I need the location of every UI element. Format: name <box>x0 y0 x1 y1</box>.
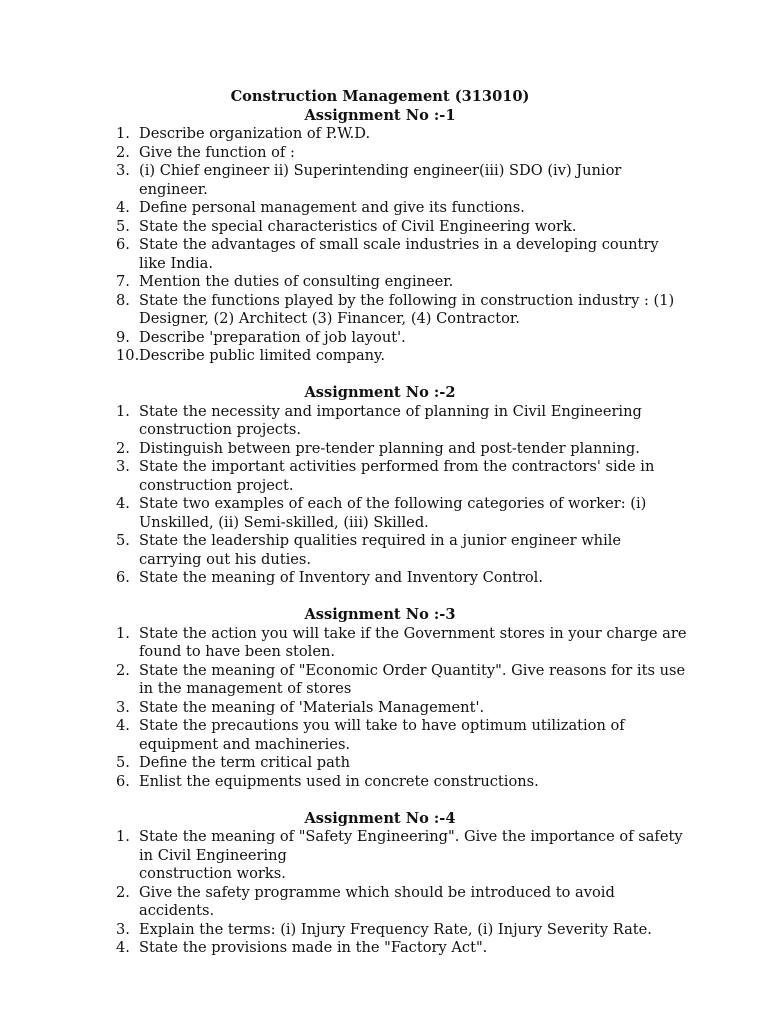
question-list <box>116 828 688 958</box>
question-list <box>116 125 688 366</box>
question-number: 5. <box>116 532 130 549</box>
question-item <box>116 125 688 144</box>
question-text: State the meaning of "Safety Engineering". Give the importance of safety in Civil Engineering construction works. <box>139 828 683 882</box>
question-text: State the action you will take if the Government stores in your charge are found to have been stolen. <box>139 624 687 660</box>
question-item <box>116 884 688 921</box>
question-text: Give the function of : <box>139 143 295 161</box>
question-number: 5. <box>116 217 130 235</box>
question-number: 6. <box>116 569 130 586</box>
question-text: State the precautions you will take to have optimum utilization of equipment and machineries. <box>139 717 625 753</box>
question-item <box>116 921 688 940</box>
question-item <box>116 403 688 440</box>
question-item <box>116 273 688 292</box>
question-text: Mention the duties of consulting engineer. <box>139 273 454 290</box>
question-number: 2. <box>116 883 130 901</box>
question-number: 1. <box>116 624 130 642</box>
question-list <box>116 625 688 792</box>
question-item <box>116 292 688 329</box>
question-number: 2. <box>116 661 130 679</box>
document-title: Construction Management (313010) <box>230 88 530 105</box>
question-text: Enlist the equipments used in concrete constructions. <box>139 772 539 790</box>
question-text: State the advantages of small scale industries in a developing country like India. <box>139 236 659 272</box>
question-text: Explain the terms: (i) Injury Frequency Rate, (i) Injury Severity Rate. <box>139 920 652 938</box>
question-text: Describe 'preparation of job layout'. <box>139 328 406 346</box>
question-item <box>116 458 688 495</box>
question-number: 7. <box>116 273 130 290</box>
question-item <box>116 939 688 958</box>
question-number: 4. <box>116 495 130 512</box>
question-item <box>116 199 688 218</box>
question-number: 5. <box>116 754 130 771</box>
question-list <box>116 403 688 588</box>
question-text: Distinguish between pre-tender planning and post-tender planning. <box>139 439 640 457</box>
question-text: State the provisions made in the "Factory Act". <box>139 939 488 956</box>
question-item <box>116 625 688 662</box>
question-item <box>116 532 688 569</box>
question-text: Define personal management and give its functions. <box>139 199 525 216</box>
question-item <box>116 495 688 532</box>
question-item <box>116 569 688 588</box>
question-number: 3. <box>116 458 130 475</box>
question-number: 6. <box>116 772 130 790</box>
assignment-section <box>116 107 688 366</box>
question-number: 10. <box>116 347 140 364</box>
question-text: Describe organization of P.W.D. <box>139 125 371 142</box>
question-number: 6. <box>116 236 130 253</box>
assignment-heading: Assignment No :-1 <box>304 106 456 124</box>
question-item <box>116 440 688 459</box>
question-item <box>116 162 688 199</box>
question-text: State the necessity and importance of planning in Civil Engineering construction projects. <box>139 402 642 438</box>
question-item <box>116 236 688 273</box>
question-item <box>116 347 688 366</box>
question-text: State the meaning of "Economic Order Quantity". Give reasons for its use in the management of stores <box>139 661 686 697</box>
question-item <box>116 754 688 773</box>
question-text: State the important activities performed from the contractors' side in construction project. <box>139 458 655 494</box>
question-number: 4. <box>116 717 130 734</box>
question-number: 1. <box>116 125 130 142</box>
question-item <box>116 329 688 348</box>
question-number: 3. <box>116 162 130 179</box>
question-item <box>116 218 688 237</box>
question-text: Describe public limited company. <box>139 347 385 364</box>
question-text: State the special characteristics of Civil Engineering work. <box>139 217 577 235</box>
question-item <box>116 717 688 754</box>
question-text: State two examples of each of the following categories of worker: (i) Unskilled, (ii) Semi-skilled, (iii) Skilled. <box>139 495 647 531</box>
question-item <box>116 828 688 884</box>
question-item <box>116 144 688 163</box>
question-number: 1. <box>116 828 130 845</box>
question-number: 2. <box>116 143 130 161</box>
assignments-container <box>116 107 688 958</box>
question-text: (i) Chief engineer ii) Superintending engineer(iii) SDO (iv) Junior engineer. <box>139 162 622 198</box>
question-item <box>116 699 688 718</box>
question-number: 1. <box>116 402 130 420</box>
question-number: 8. <box>116 291 130 309</box>
question-text: State the functions played by the following in construction industry : (1) Designer, (2) Architect (3) Financer, (4) Contractor. <box>139 291 675 327</box>
question-text: State the meaning of 'Materials Management'. <box>139 698 485 716</box>
question-number: 9. <box>116 328 130 346</box>
question-number: 3. <box>116 698 130 716</box>
question-number: 4. <box>116 939 130 956</box>
question-item <box>116 773 688 792</box>
assignment-heading: Assignment No :-4 <box>304 809 456 827</box>
question-text: Give the safety programme which should be introduced to avoid accidents. <box>139 883 615 919</box>
question-text: Define the term critical path <box>139 754 351 771</box>
question-number: 4. <box>116 199 130 216</box>
assignment-heading: Assignment No :-3 <box>304 606 456 623</box>
assignment-section <box>116 384 688 588</box>
question-number: 2. <box>116 439 130 457</box>
assignment-section <box>116 606 688 791</box>
question-number: 3. <box>116 920 130 938</box>
question-item <box>116 662 688 699</box>
assignment-heading: Assignment No :-2 <box>304 384 456 401</box>
question-text: State the meaning of Inventory and Inventory Control. <box>139 569 543 586</box>
question-text: State the leadership qualities required in a junior engineer while carrying out his duties. <box>139 532 622 568</box>
assignment-section <box>116 810 688 958</box>
